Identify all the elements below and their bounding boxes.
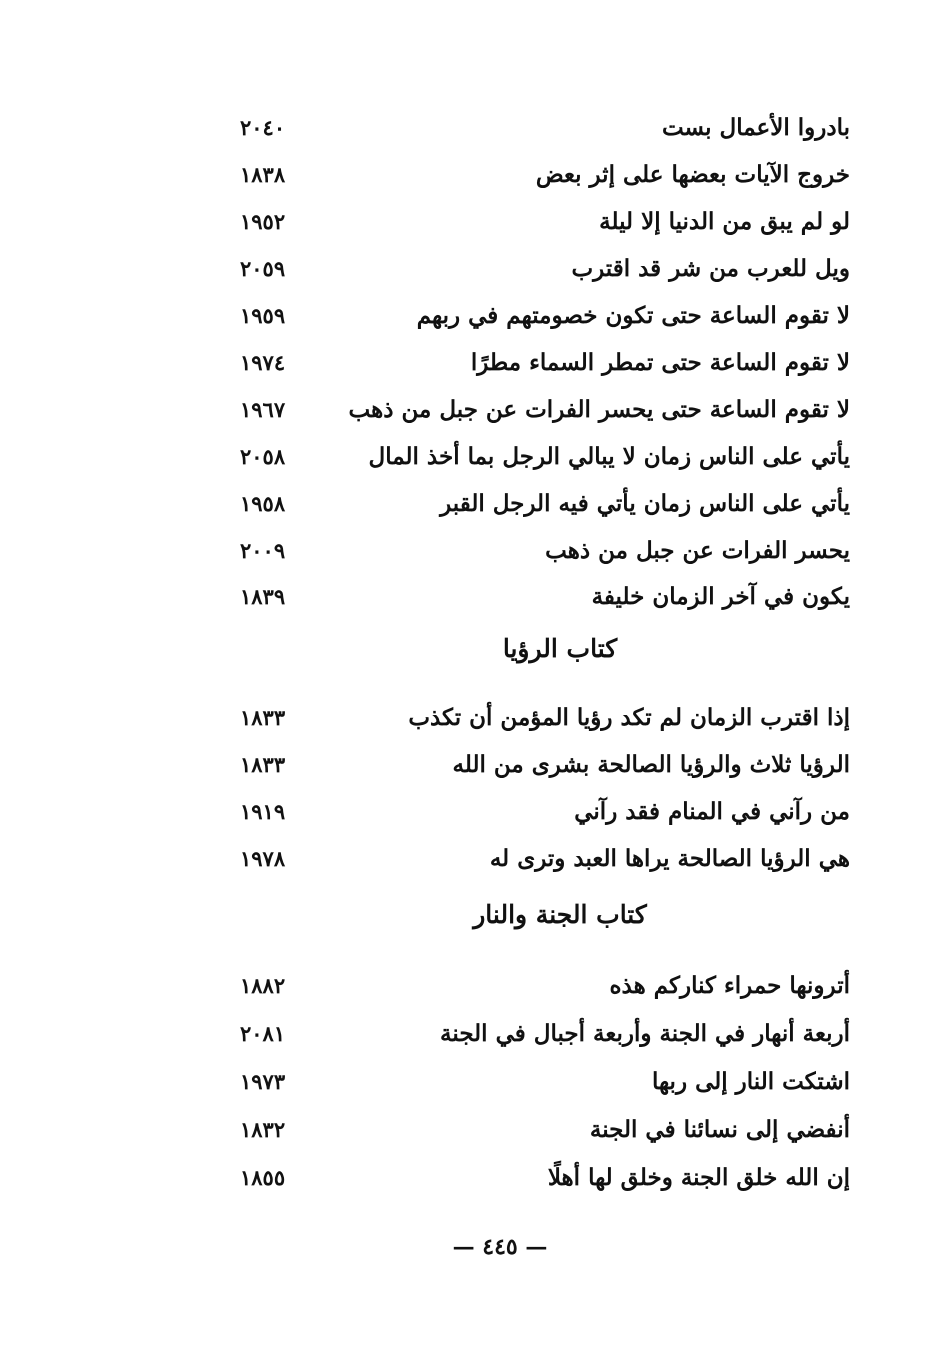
index-entry	[240, 1013, 850, 1053]
hadith-text: لا تقوم الساعة حتى تكون خصومتهم في ربهم	[416, 301, 850, 329]
hadith-number: ١٨٥٥	[240, 1164, 286, 1190]
hadith-text: يكون في آخر الزمان خليفة	[591, 582, 850, 610]
hadith-number: ١٩٧٨	[240, 845, 286, 871]
hadith-text: أربعة أنهار في الجنة وأربعة أجبال في الجنة	[440, 1019, 850, 1047]
index-entry	[240, 965, 850, 1005]
hadith-number: ١٨٣٣	[240, 704, 286, 730]
hadith-number: ١٩٧٤	[240, 349, 286, 375]
hadith-text: من رآني في المنام فقد رآني	[574, 797, 850, 825]
index-entry	[240, 436, 850, 476]
index-entry	[240, 530, 850, 570]
hadith-number: ٢٠٥٩	[240, 255, 286, 281]
hadith-number: ١٩٦٧	[240, 396, 286, 422]
hadith-number: ١٩٥٢	[240, 208, 286, 234]
index-entry	[240, 1061, 850, 1101]
hadith-text: الرؤيا ثلاث والرؤيا الصالحة بشرى من الله	[452, 750, 850, 778]
hadith-text: يأتي على الناس زمان لا يبالي الرجل بما أخذ المال	[368, 442, 850, 470]
hadith-number: ١٨٨٢	[240, 972, 286, 998]
hadith-text: لا تقوم الساعة حتى تمطر السماء مطرًا	[470, 348, 850, 376]
index-entry	[240, 697, 850, 737]
hadith-number: ١٨٣٣	[240, 751, 286, 777]
hadith-text: خروج الآيات بعضها على إثر بعض	[535, 160, 850, 188]
hadith-number: ٢٠٤٠	[240, 114, 286, 140]
index-entry	[240, 744, 850, 784]
hadith-text: بادروا الأعمال بست	[661, 113, 850, 141]
hadith-number: ٢٠٠٩	[240, 537, 286, 563]
hadith-text: إن الله خلق الجنة وخلق لها أهلًا	[547, 1163, 850, 1191]
hadith-text: ويل للعرب من شر قد اقترب	[571, 254, 850, 282]
index-entry	[240, 576, 850, 616]
hadith-number: ١٩٧٣	[240, 1068, 286, 1094]
hadith-number: ٢٠٨١	[240, 1020, 286, 1046]
hadith-text: لا تقوم الساعة حتى يحسر الفرات عن جبل من ذهب	[348, 395, 850, 423]
index-entry	[240, 389, 850, 429]
hadith-number: ١٨٣٨	[240, 161, 286, 187]
index-entry	[240, 483, 850, 523]
index-entry	[240, 342, 850, 382]
hadith-number: ١٩٥٩	[240, 302, 286, 328]
index-entry	[240, 107, 850, 147]
index-entry	[240, 295, 850, 335]
hadith-text: إذا اقترب الزمان لم تكد رؤيا المؤمن أن تكذب	[408, 703, 850, 731]
hadith-number: ١٩٥٨	[240, 490, 286, 516]
index-entry	[240, 248, 850, 288]
section-heading: كتاب الرؤيا	[502, 634, 618, 663]
index-entry	[240, 791, 850, 831]
hadith-text: أنفضي إلى نسائنا في الجنة	[589, 1115, 850, 1143]
index-entry	[240, 201, 850, 241]
index-entry	[240, 1109, 850, 1149]
hadith-text: يأتي على الناس زمان يأتي فيه الرجل القبر	[440, 489, 850, 517]
hadith-number: ٢٠٥٨	[240, 443, 286, 469]
hadith-number: ١٨٣٩	[240, 583, 286, 609]
section-heading: كتاب الجنة والنار	[473, 900, 647, 929]
index-entry	[240, 154, 850, 194]
hadith-text: يحسر الفرات عن جبل من ذهب	[545, 536, 850, 564]
hadith-text: اشتكت النار إلى ربها	[651, 1067, 850, 1095]
hadith-number: ١٨٣٢	[240, 1116, 286, 1142]
index-entry	[240, 1157, 850, 1197]
hadith-text: هي الرؤيا الصالحة يراها العبد وترى له	[489, 844, 850, 872]
index-entry	[240, 838, 850, 878]
hadith-number: ١٩١٩	[240, 798, 286, 824]
page-number: — ٤٤٥ —	[452, 1234, 548, 1260]
hadith-text: لو لم يبق من الدنيا إلا ليلة	[599, 207, 850, 235]
hadith-text: أترونها حمراء كناركم هذه	[609, 971, 850, 999]
